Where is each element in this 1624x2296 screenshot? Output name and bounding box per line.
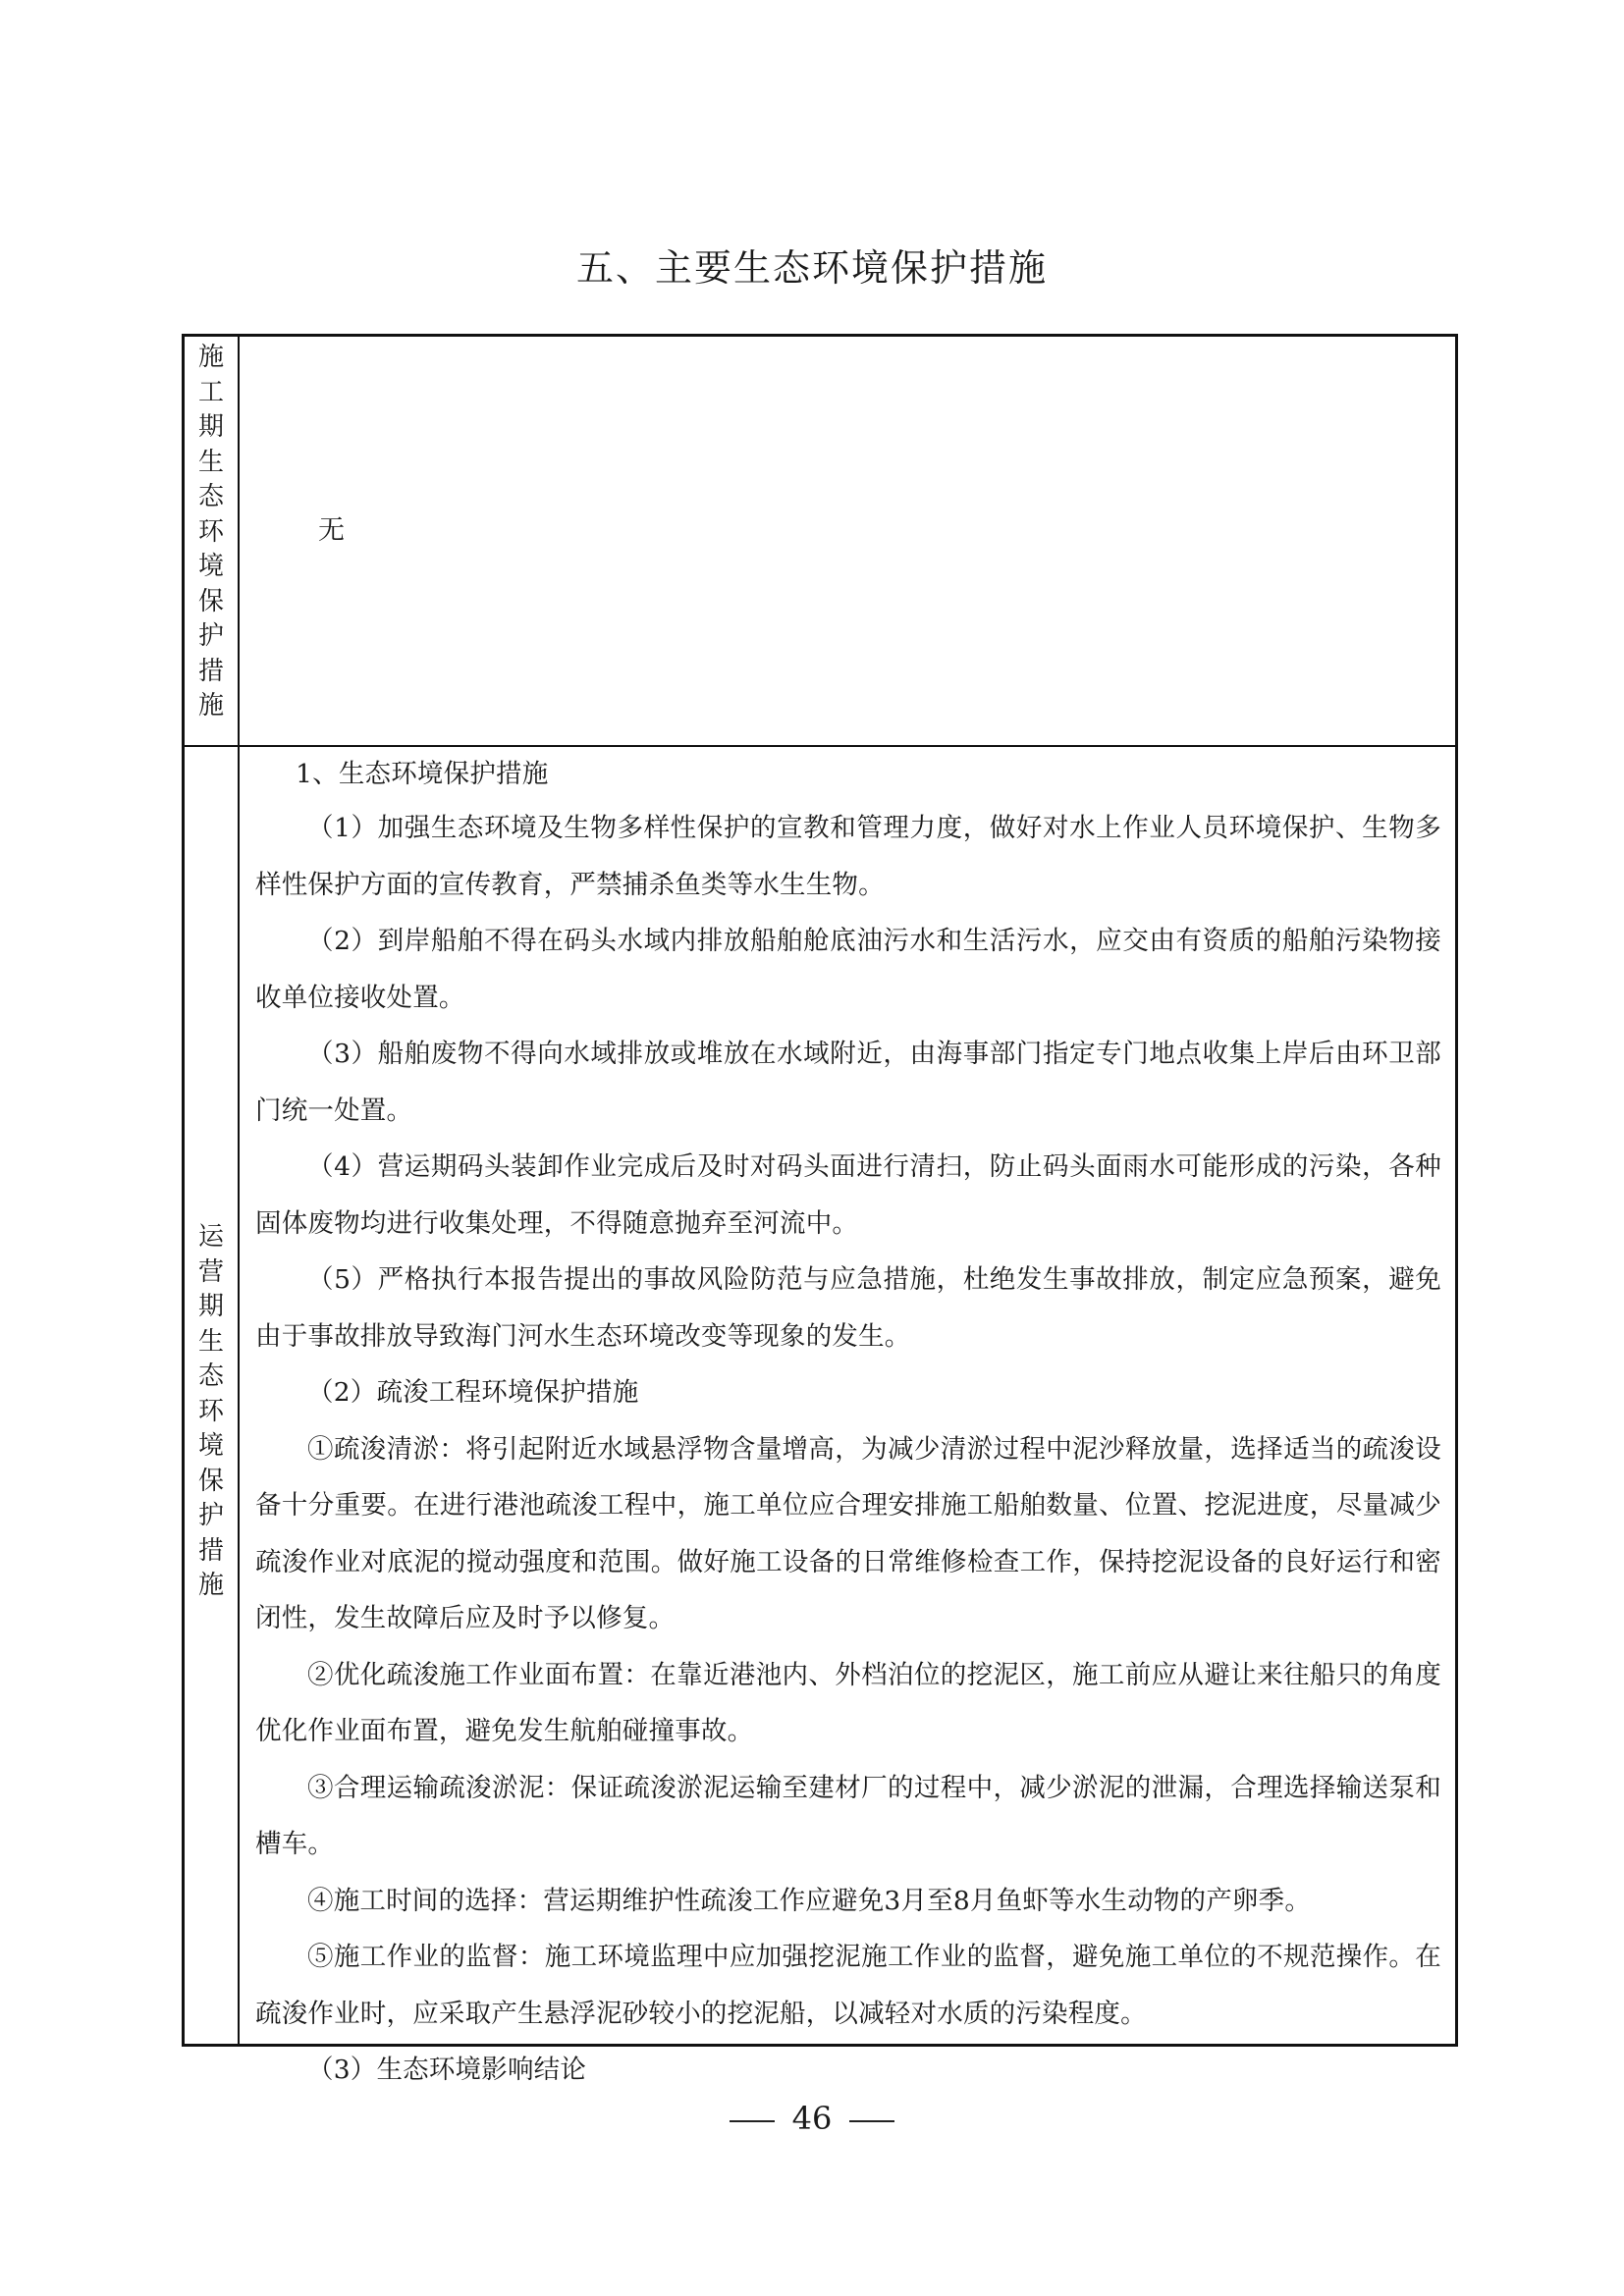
dash-right: [849, 2120, 894, 2122]
label-char: 境: [197, 552, 224, 581]
construction-period-content: [240, 337, 1455, 745]
label-char: 环: [197, 516, 224, 547]
label-char: 生: [197, 1326, 224, 1357]
construction-period-row: [185, 337, 1455, 747]
label-char: 护: [197, 621, 224, 651]
construction-content-text: 无: [318, 515, 345, 546]
section-heading: 1、生态环境保护措施: [296, 759, 549, 789]
label-char: 期: [197, 1292, 224, 1321]
page-footer: [0, 2097, 1624, 2140]
label-char: 环: [197, 1396, 224, 1426]
label-char: 生: [197, 447, 224, 477]
paragraph: （3）船舶废物不得向水域排放或堆放在水域附近，由海事部门指定专门地点收集上岸后由环卫部门统一处置。: [255, 1039, 1441, 1126]
label-char: 施: [197, 691, 224, 721]
label-char: 施: [197, 1571, 224, 1600]
construction-period-label: [185, 337, 240, 745]
label-char: 措: [197, 1535, 224, 1566]
paragraph: ①疏浚清淤：将引起附近水域悬浮物含量增高，为减少清淤过程中泥沙释放量，选择适当的疏浚设备十分重要。在进行港池疏浚工程中，施工单位应合理安排施工船舶数量、位置、挖泥进度，尽量减少疏浚作业对底泥的搅动强度和范围。做好施工设备的日常维修检查工作，保持挖泥设备的良好运行和密闭性，发生故障后应及时予以修复。: [255, 1433, 1441, 1633]
paragraph: ②优化疏浚施工作业面布置：在靠近港池内、外档泊位的挖泥区，施工前应从避让来往船只的角度优化作业面布置，避免发生航舶碰撞事故。: [255, 1659, 1441, 1746]
paragraph: ⑤施工作业的监督：施工环境监理中应加强挖泥施工作业的监督，避免施工单位的不规范操作。在疏浚作业时，应采取产生悬浮泥砂较小的挖泥船，以减轻对水质的污染程度。: [255, 1942, 1441, 2029]
label-char: 施: [197, 343, 224, 372]
paragraph: ③合理运输疏浚淤泥：保证疏浚淤泥运输至建材厂的过程中，减少淤泥的泄漏，合理选择输送泵和槽车。: [255, 1772, 1441, 1859]
label-char: 措: [197, 656, 224, 686]
paragraph: （4）营运期码头装卸作业完成后及时对码头面进行清扫，防止码头面雨水可能形成的污染，各种固体废物均进行收集处理，不得随意抛弃至河流中。: [255, 1151, 1441, 1239]
label-char: 境: [197, 1431, 224, 1461]
label-char: 保: [197, 1466, 224, 1496]
measures-table: [182, 334, 1458, 2085]
section-heading: （2）疏浚工程环境保护措施: [307, 1377, 639, 1408]
paragraph: （1）加强生态环境及生物多样性保护的宣教和管理力度，做好对水上作业人员环境保护、生物多样性保护方面的宣传教育，严禁捕杀鱼类等水生生物。: [255, 813, 1441, 900]
section-heading: （3）生态环境影响结论: [307, 2055, 587, 2085]
page-title: 五、主要生态环境保护措施: [575, 246, 1048, 290]
label-char: 态: [197, 482, 224, 511]
operation-period-label: [185, 747, 240, 2044]
label-char: 营: [197, 1256, 224, 1287]
operation-period-content: [240, 747, 1455, 2085]
label-char: 期: [197, 412, 224, 442]
paragraph: ④施工时间的选择：营运期维护性疏浚工作应避免3月至8月鱼虾等水生动物的产卵季。: [307, 1885, 1312, 1916]
operation-period-row: [185, 747, 1455, 2085]
label-char: 保: [197, 586, 224, 616]
paragraph: （5）严格执行本报告提出的事故风险防范与应急措施，杜绝发生事故排放，制定应急预案，避免由于事故排放导致海门河水生态环境改变等现象的发生。: [255, 1264, 1441, 1352]
label-char: 运: [197, 1222, 224, 1252]
dash-left: [730, 2120, 775, 2122]
paragraph: （2）到岸船舶不得在码头水域内排放船舶舱底油污水和生活污水，应交由有资质的船舶污染物接收单位接收处置。: [255, 926, 1441, 1013]
label-char: 工: [197, 377, 224, 407]
label-char: 护: [197, 1501, 224, 1530]
page-number: 46: [791, 2100, 833, 2137]
label-char: 态: [197, 1362, 224, 1391]
